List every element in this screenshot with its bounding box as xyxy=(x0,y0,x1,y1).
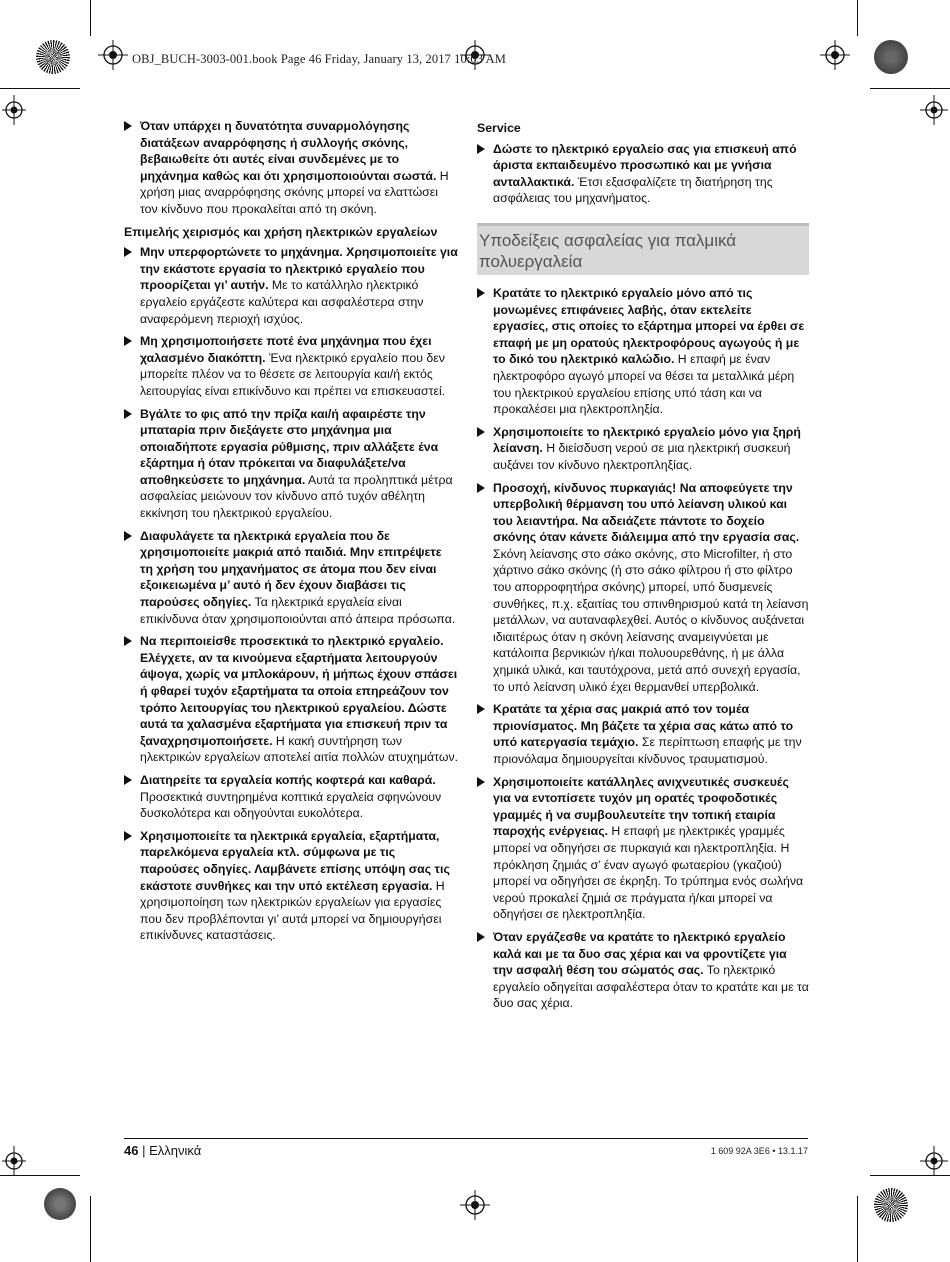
instruction-bold-text: Να περιποιείσθε προσεκτικά το ηλεκτρικό εργαλείο. Ελέγχετε, αν τα κινούμενα εξαρτήματα λειτουργούν άψογα, χωρίς να μπλοκάρουν, ή μήπως έχουν σπάσει ή φθαρεί τυχόν εξαρτήματα τα οποία επηρεάζουν τον τρόπο λειτουργίας του ηλεκτρικού εργαλείου. Δώστε αυτά τα χαλασμένα εξαρτήματα για επισκευή πριν τα ξαναχρησιμοποιήσετε. xyxy=(140,634,458,748)
instruction-bold-text: Χρησιμοποιείτε τα ηλεκτρικά εργαλεία, εξαρτήματα, παρελκόμενα εργαλεία κτλ. σύμφωνα με τις παρούσες οδηγίες. Λαμβάνετε επίσης υπόψη σας τις εκάστοτε συνθήκες και την υπό εκτέλεση εργασία. xyxy=(140,828,450,893)
crop-mark xyxy=(90,1196,91,1262)
bullet-triangle-icon xyxy=(124,247,132,257)
color-rosette-icon xyxy=(874,1188,908,1222)
crop-mark xyxy=(90,0,91,36)
gray-patch-icon xyxy=(874,40,908,74)
safety-instruction xyxy=(124,828,458,944)
bullet-triangle-icon xyxy=(124,831,132,841)
safety-instruction xyxy=(477,701,809,767)
instruction-body-text: Τα ηλεκτρικά εργαλεία είναι επικίνδυνα όταν χρησιμοποιούνται από άπειρα πρόσωπα. xyxy=(140,595,456,626)
color-rosette-icon xyxy=(36,40,70,74)
safety-instruction xyxy=(124,333,458,399)
safety-instruction xyxy=(124,118,458,218)
registration-mark-icon xyxy=(820,40,850,70)
instruction-bold-text: Δώστε το ηλεκτρικό εργαλείο σας για επισκευή από άριστα εκπαιδευμένο προσωπικό και με γνήσια ανταλλακτικά. xyxy=(493,141,797,189)
bullet-triangle-icon xyxy=(124,531,132,541)
instruction-bold-text: Μην υπερφορτώνετε το μηχάνημα. Χρησιμοποιείτε για την εκάστοτε εργασία το ηλεκτρικό εργαλείο που προορίζεται γι’ αυτήν. xyxy=(140,245,458,293)
instruction-bold-text: Χρησιμοποιείτε κατάλληλες ανιχνευτικές συσκευές για να εντοπίσετε τυχόν μη ορατές τροφοδοτικές γραμμές ή να συμβουλευτείτε την τοπική εταιρία παροχής ενέργειας. xyxy=(493,774,789,839)
instruction-body-text: Η κακή συντήρηση των ηλεκτρικών εργαλείων αποτελεί αιτία πολλών ατυχημάτων. xyxy=(140,733,459,765)
registration-mark-icon xyxy=(2,1146,26,1176)
instruction-body-text: Σε περίπτωση επαφής με την πριονόλαμα δημιουργείται κίνδυνος τραυματισμού. xyxy=(493,735,802,766)
bullet-triangle-icon xyxy=(124,409,132,419)
instruction-body-text: Η χρησιμοποίηση των ηλεκτρικών εργαλείων για εργασίες που δεν προβλέπονται γι’ αυτά μπορεί να δημιουργήσει επικίνδυνες καταστάσεις. xyxy=(140,878,445,943)
crop-mark xyxy=(857,0,858,36)
registration-mark-icon xyxy=(920,95,948,125)
bullet-triangle-icon xyxy=(477,932,485,942)
instruction-bold-text: Προσοχή, κίνδυνος πυρκαγιάς! Να αποφεύγετε την υπερβολική θέρμανση του υπό λείανση υλικού και του λειαντήρα. Να αδειάζετε πάντοτε το δοχείο σκόνης όταν κάνετε διάλειμμα από την εργασία σας. xyxy=(493,480,800,545)
registration-mark-icon xyxy=(98,40,128,70)
instruction-bold-text: Διαφυλάγετε τα ηλεκτρικά εργαλεία που δε χρησιμοποιείτε μακριά από παιδιά. Μην επιτρέψετε τη χρήση του μηχανήματος σε άτομα που δεν είναι εξοικειωμένα μ’ αυτό ή δεν έχουν διαβάσει τις παρούσες οδηγίες. xyxy=(140,528,442,610)
safety-instruction xyxy=(477,774,809,923)
footer-language: Ελληνικά xyxy=(149,1143,202,1158)
safety-instruction xyxy=(124,244,458,327)
footer-page-label xyxy=(124,1143,201,1158)
left-column xyxy=(124,118,458,950)
subsection-heading: Service xyxy=(477,121,521,135)
instruction-bold-text: Κρατάτε το ηλεκτρικό εργαλείο μόνο από τις μονωμένες επιφάνειες λαβής, όταν εκτελείτε εργασίες, στις οποίες το εξάρτημα μπορεί να έρθει σε επαφή με μη ορατούς ηλεκτροφόρους αγωγούς ή με το δικό του ηλεκτρικό καλώδιο. xyxy=(493,285,805,367)
footer-rule xyxy=(124,1138,808,1139)
instruction-body-text: Η χρήση μιας αναρρόφησης σκόνης μπορεί να ελαττώσει τον κίνδυνο που προκαλείται από τη σκόνη. xyxy=(140,168,449,216)
instruction-body-text: Η διείσδυση νερού σε μια ηλεκτρική συσκευή αυξάνει τον κίνδυνο ηλεκτροπληξίας. xyxy=(493,441,791,472)
instruction-bold-text: Διατηρείτε τα εργαλεία κοπής κοφτερά και καθαρά. xyxy=(140,772,436,787)
bullet-triangle-icon xyxy=(477,704,485,714)
registration-mark-icon xyxy=(920,1146,948,1176)
instruction-body-text: Η επαφή με ηλεκτρικές γραμμές μπορεί να οδηγήσει σε πυρκαγιά και ηλεκτροπληξία. Η πρόκληση ζημιάς σ’ έναν αγωγό φωταερίου (γκαζιού) μπορεί να οδηγήσει σε έκρηξη. Το τρύπημα ενός σωλήνα νερού προκαλεί ζημιά σε πράγματα ή/και μπορεί να οδηγήσει σε ηλεκτροπληξία. xyxy=(493,824,804,922)
safety-instruction xyxy=(477,929,809,1012)
safety-instruction xyxy=(124,528,458,628)
bullet-triangle-icon xyxy=(477,288,485,298)
safety-instruction xyxy=(477,141,809,207)
instruction-bold-text: Όταν εργάζεσθε να κρατάτε το ηλεκτρικό εργαλείο καλά και με τα δυο σας χέρια και να φροντίζετε για την ασφαλή θέση του σώματός σας. xyxy=(493,929,787,978)
right-column xyxy=(477,118,809,1018)
gray-patch-icon xyxy=(44,1188,76,1220)
page-number: 46 xyxy=(124,1143,139,1158)
book-header-line: OBJ_BUCH-3003-001.book Page 46 Friday, January 13, 2017 10:03 AM xyxy=(132,52,506,66)
instruction-body-text: Το ηλεκτρικό εργαλείο οδηγείται ασφαλέστερα όταν το κρατάτε και με τα δυο σας χέρια. xyxy=(493,963,809,1011)
safety-instruction xyxy=(124,633,458,766)
safety-instruction xyxy=(124,406,458,522)
instruction-bold-text: Μη χρησιμοποιήσετε ποτέ ένα μηχάνημα που έχει χαλασμένο διακόπτη. xyxy=(140,334,432,365)
instruction-body-text: Έτσι εξασφαλίζετε τη διατήρηση της ασφάλειας του μηχανήματος. xyxy=(493,174,773,206)
subsection-heading: Επιμελής χειρισμός και χρήση ηλεκτρικών εργαλείων xyxy=(124,224,438,239)
instruction-body-text: Αυτά τα προληπτικά μέτρα ασφαλείας μειώνουν τον κίνδυνο από τυχόν αθέλητη εκκίνηση του ηλεκτρικού εργαλείου. xyxy=(140,472,453,521)
safety-instruction xyxy=(124,772,458,822)
crop-mark xyxy=(870,88,950,89)
instruction-body-text: Η επαφή με έναν ηλεκτροφόρο αγωγό μπορεί να θέσει τα μεταλλικά μέρη του ηλεκτρικού εργαλείου επίσης υπό τάση και να προκαλέσει μια ηλεκτροπληξία. xyxy=(493,352,795,417)
instruction-body-text: Σκόνη λείανσης στο σάκο σκόνης, στο Microfilter, ή στο χάρτινο σάκο σκόνης (ή στο σάκο φίλτρου ή στο φίλτρο του απορροφητήρα σκόνης) μπορεί, υπό δυσμενείς συνθήκες, π.χ. εξαιτίας του σπινθηρισμού κατά τη λείανση μετάλλων, να αυταναφλεχθεί. Αυτός ο κίνδυνος αυξάνεται ιδιαιτέρως όταν η σκόνη λείανσης αναμειγνύεται με κατάλοιπα βερνικιών ή/και πολυουρεθάνης, ή με άλλα χημικά υλικά, και ταυτόχρονα, μετά από συνεχή εργασία, το υπό λείανση υλικό έχει θερμανθεί υπερβολικά. xyxy=(493,546,809,694)
instruction-bold-text: Κρατάτε τα χέρια σας μακριά από τον τομέα πριονίσματος. Μη βάζετε τα χέρια σας κάτω από το υπό κατεργασία τεμάχιο. xyxy=(493,702,794,750)
section-title: Υποδείξεις ασφαλείας για παλμικά πολυεργαλεία xyxy=(477,223,809,275)
registration-mark-icon xyxy=(460,1190,490,1220)
safety-instruction xyxy=(477,424,809,474)
instruction-bold-text: Όταν υπάρχει η δυνατότητα συναρμολόγησης διατάξεων αναρρόφησης ή συλλογής σκόνης, βεβαιωθείτε ότι αυτές είναι συνδεμένες με το μηχάνημα καθώς και ότι χρησιμοποιούνται σωστά. xyxy=(140,119,437,183)
safety-instruction xyxy=(477,285,809,418)
instruction-body-text: Με το κατάλληλο ηλεκτρικό εργαλείο εργάζεστε καλύτερα και ασφαλέστερα στην αναφερόμενη περιοχή ισχύος. xyxy=(140,278,424,326)
bullet-triangle-icon xyxy=(124,775,132,785)
instruction-body-text: Ένα ηλεκτρικό εργαλείο που δεν μπορείτε πλέον να το θέσετε σε λειτουργία και/ή εκτός λειτουργίας είναι επικίνδυνο και πρέπει να επισκευαστεί. xyxy=(140,350,446,398)
instruction-bold-text: Βγάλτε το φις από την πρίζα και/ή αφαιρέστε την μπαταρία πριν διεξάγετε στο μηχάνημα μια οποιαδήποτε εργασία ρύθμισης, πριν αλλάξετε ένα εξάρτημα ή όταν πρόκειται να διαφυλάξετε/να αποθηκεύσετε το μηχάνημα. xyxy=(140,406,439,487)
bullet-triangle-icon xyxy=(477,427,485,437)
crop-mark xyxy=(857,1196,858,1262)
bullet-triangle-icon xyxy=(124,336,132,346)
bullet-triangle-icon xyxy=(124,636,132,646)
instruction-body-text: Προσεκτικά συντηρημένα κοπτικά εργαλεία σφηνώνουν δυσκολότερα και οδηγούνται ευκολότερα. xyxy=(140,789,442,821)
registration-mark-icon xyxy=(2,95,26,125)
bullet-triangle-icon xyxy=(124,121,132,131)
instruction-bold-text: Χρησιμοποιείτε το ηλεκτρικό εργαλείο μόνο για ξηρή λείανση. xyxy=(493,424,801,456)
bullet-triangle-icon xyxy=(477,483,485,493)
footer-doc-code: 1 609 92A 3E6 • 13.1.17 xyxy=(710,1146,808,1156)
bullet-triangle-icon xyxy=(477,144,485,154)
footer-separator: | xyxy=(142,1143,146,1158)
safety-instruction xyxy=(477,480,809,696)
crop-mark xyxy=(0,88,80,89)
bullet-triangle-icon xyxy=(477,777,485,787)
